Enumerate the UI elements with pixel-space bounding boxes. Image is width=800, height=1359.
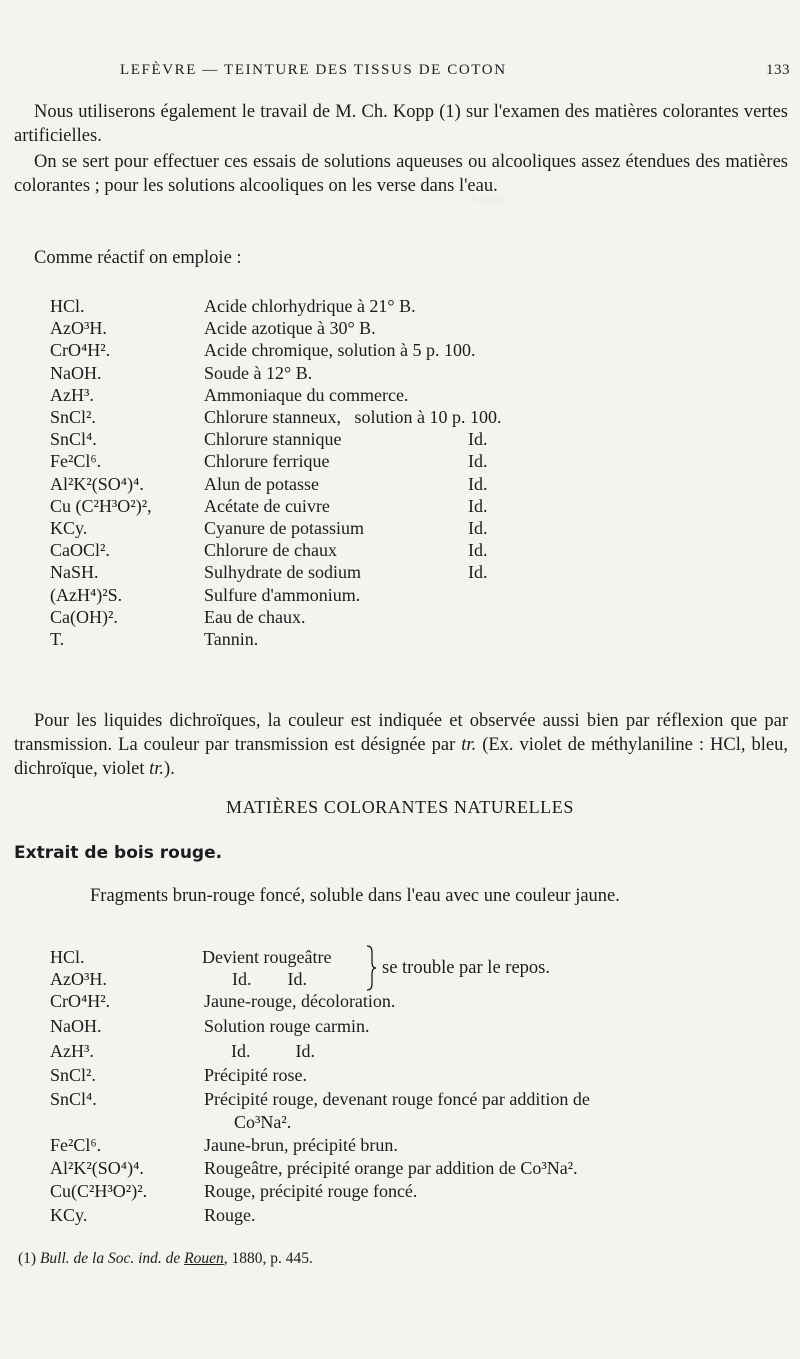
reagent-description: Cyanure de potassium bbox=[204, 518, 364, 538]
reagent-formula: Ca(OH)². bbox=[50, 606, 118, 627]
reagent-ibid: Id. bbox=[468, 429, 488, 450]
curly-brace-icon bbox=[364, 944, 378, 992]
reaction-description: Jaune-brun, précipité brun. bbox=[204, 1135, 398, 1155]
reaction-row bbox=[50, 990, 790, 1012]
reagent-row bbox=[50, 295, 790, 317]
reaction-formula: KCy. bbox=[50, 1205, 88, 1225]
reagent-row bbox=[50, 584, 790, 606]
reaction-description: Précipité rose. bbox=[204, 1065, 307, 1085]
reaction-formula: NaOH. bbox=[50, 1016, 102, 1036]
reaction-desc: Devient rougeâtre bbox=[202, 947, 332, 967]
reagent-row bbox=[50, 428, 790, 450]
reagent-description: Ammoniaque du commerce. bbox=[204, 384, 409, 405]
tr-abbrev-2: tr. bbox=[149, 759, 165, 779]
intro-paragraph-2: On se sert pour effectuer ces essais de solutions aqueuses ou alcooliques assez étendues des matières colorantes ; pour les solutions alcooliques on les verse dans l'eau. bbox=[14, 152, 788, 196]
reaction-description: Rouge. bbox=[204, 1205, 256, 1225]
reaction-formula: AzH³. bbox=[50, 1041, 94, 1061]
reagent-row bbox=[50, 406, 790, 428]
reaction-row bbox=[50, 1111, 790, 1133]
running-title: LEFÈVRE — TEINTURE DES TISSUS DE COTON bbox=[120, 62, 507, 78]
reagent-formula: Al²K²(SO⁴)⁴. bbox=[50, 473, 144, 494]
show-through-text: Rouge. bbox=[470, 192, 511, 207]
reagent-formula: KCy. bbox=[50, 518, 88, 538]
running-header bbox=[120, 62, 790, 79]
reaction-desc: Id. Id. bbox=[232, 969, 307, 989]
brace-note: se trouble par le repos. bbox=[382, 958, 550, 978]
reagent-description: Chlorure stannique bbox=[204, 429, 342, 450]
reagent-formula: CrO⁴H². bbox=[50, 340, 111, 361]
reagent-formula: AzO³H. bbox=[50, 318, 107, 339]
dichroic-text-3: ). bbox=[164, 759, 175, 779]
reaction-formula: SnCl⁴. bbox=[50, 1089, 97, 1109]
page-number: 133 bbox=[766, 62, 790, 78]
reaction-row bbox=[50, 1064, 790, 1086]
reagent-description: Chlorure de chaux bbox=[204, 540, 337, 561]
reagent-row bbox=[50, 606, 790, 628]
reagent-formula: HCl. bbox=[50, 296, 85, 316]
footnote-journal: Bull. de la Soc. ind. de bbox=[39, 1250, 181, 1267]
reagent-formula: Fe²Cl⁶. bbox=[50, 451, 102, 472]
reagent-formula: T. bbox=[50, 629, 65, 649]
reaction-description: Rouge, précipité rouge foncé. bbox=[204, 1181, 418, 1201]
reagent-description: Acide chromique, solution à 5 p. 100. bbox=[204, 340, 476, 361]
reaction-description: Id. Id. bbox=[204, 1041, 315, 1061]
intro-paragraph-1: Nous utiliserons également le travail de M. Ch. Kopp (1) sur l'examen des matières colorantes vertes artificielles. bbox=[14, 102, 788, 146]
reaction-description: Précipité rouge, devenant rouge foncé par addition de bbox=[204, 1089, 590, 1109]
reaction-formula: Fe²Cl⁶. bbox=[50, 1135, 102, 1155]
reagent-row bbox=[50, 362, 790, 384]
reagent-description: Chlorure ferrique bbox=[204, 451, 330, 472]
subsection-intro-text: Fragments brun-rouge foncé, soluble dans l'eau avec une couleur jaune. bbox=[90, 886, 620, 906]
reaction-description: Rougeâtre, précipité orange par addition de Co³Na². bbox=[204, 1158, 578, 1178]
dichroic-text-2: (Ex. violet de méthylaniline : HCl, bleu, dichroïque, violet bbox=[14, 735, 789, 779]
reagent-row bbox=[50, 495, 790, 517]
reagent-formula: SnCl⁴. bbox=[50, 429, 97, 450]
reagent-description: Chlorure stanneux, solution à 10 p. 100. bbox=[204, 407, 502, 427]
reaction-formula: CrO⁴H². bbox=[50, 991, 111, 1011]
reagent-formula: NaOH. bbox=[50, 362, 102, 383]
reagent-row bbox=[50, 628, 790, 650]
intro-paragraph-3: Comme réactif on emploie : bbox=[34, 248, 242, 268]
reagent-description: Sulfure d'ammonium. bbox=[204, 584, 361, 605]
reagent-ibid: Id. bbox=[468, 540, 488, 561]
reagent-description: Acétate de cuivre bbox=[204, 495, 330, 516]
reaction-formula: Cu(C²H³O²)². bbox=[50, 1181, 148, 1201]
reaction-formula: Al²K²(SO⁴)⁴. bbox=[50, 1158, 144, 1178]
reagent-description: Eau de chaux. bbox=[204, 606, 306, 627]
reagent-description: Tannin. bbox=[204, 629, 259, 649]
reagent-description: Acide chlorhydrique à 21° B. bbox=[204, 296, 416, 316]
reaction-formula: SnCl². bbox=[50, 1065, 96, 1085]
reagent-description: Acide azotique à 30° B. bbox=[204, 318, 376, 339]
reagent-row bbox=[50, 450, 790, 472]
dichroic-text-1: Pour les liquides dichroïques, la couleur est indiquée et observée aussi bien par réflexion que par transmission. La couleur par transmission est désignée par bbox=[14, 711, 788, 755]
footnote-city: Rouen bbox=[184, 1250, 224, 1267]
dichroic-paragraph bbox=[14, 709, 788, 781]
reaction-description: Co³Na². bbox=[234, 1112, 292, 1132]
reagent-row bbox=[50, 473, 790, 495]
reaction-formula: AzO³H. bbox=[50, 969, 107, 989]
reagent-ibid: Id. bbox=[468, 451, 488, 472]
tr-abbrev: tr. bbox=[461, 735, 477, 755]
reagent-formula: CaOCl². bbox=[50, 540, 110, 561]
reagent-row bbox=[50, 539, 790, 561]
reagent-row bbox=[50, 561, 790, 583]
reagent-row bbox=[50, 339, 790, 361]
reagent-formula: NaSH. bbox=[50, 562, 99, 583]
reagent-ibid: Id. bbox=[468, 518, 488, 538]
footnote-rest: , 1880, p. 445. bbox=[223, 1250, 313, 1267]
reaction-row bbox=[50, 1040, 790, 1062]
reaction-description: Solution rouge carmin. bbox=[204, 1016, 370, 1036]
reaction-row bbox=[50, 1157, 790, 1179]
reagent-ibid: Id. bbox=[468, 495, 488, 516]
reaction-row bbox=[50, 1134, 790, 1156]
subsection-intro bbox=[90, 884, 788, 908]
reagent-description: Soude à 12° B. bbox=[204, 362, 313, 383]
reaction-formula: HCl. bbox=[50, 947, 85, 967]
reaction-row bbox=[50, 1180, 790, 1202]
reagent-formula: Cu (C²H³O²)², bbox=[50, 495, 152, 516]
subsection-title: Extrait de bois rouge. bbox=[14, 843, 223, 863]
reagent-row bbox=[50, 384, 790, 406]
reagent-formula: (AzH⁴)²S. bbox=[50, 584, 123, 605]
reaction-description: Jaune-rouge, décoloration. bbox=[204, 991, 396, 1011]
reagent-row bbox=[50, 517, 790, 539]
reagent-row bbox=[50, 317, 790, 339]
reaction-row bbox=[50, 1088, 790, 1110]
reagent-description: Sulhydrate de sodium bbox=[204, 562, 361, 583]
reagent-formula: SnCl². bbox=[50, 407, 96, 427]
reagent-description: Alun de potasse bbox=[204, 473, 319, 494]
section-title: MATIÈRES COLORANTES NATURELLES bbox=[225, 797, 574, 817]
reagent-ibid: Id. bbox=[468, 473, 488, 494]
footnote bbox=[18, 1250, 313, 1268]
footnote-mark: (1) bbox=[18, 1250, 37, 1267]
reaction-row bbox=[50, 1015, 790, 1037]
reaction-row bbox=[50, 1204, 790, 1226]
reagent-ibid: Id. bbox=[468, 562, 488, 583]
reagent-formula: AzH³. bbox=[50, 384, 94, 405]
